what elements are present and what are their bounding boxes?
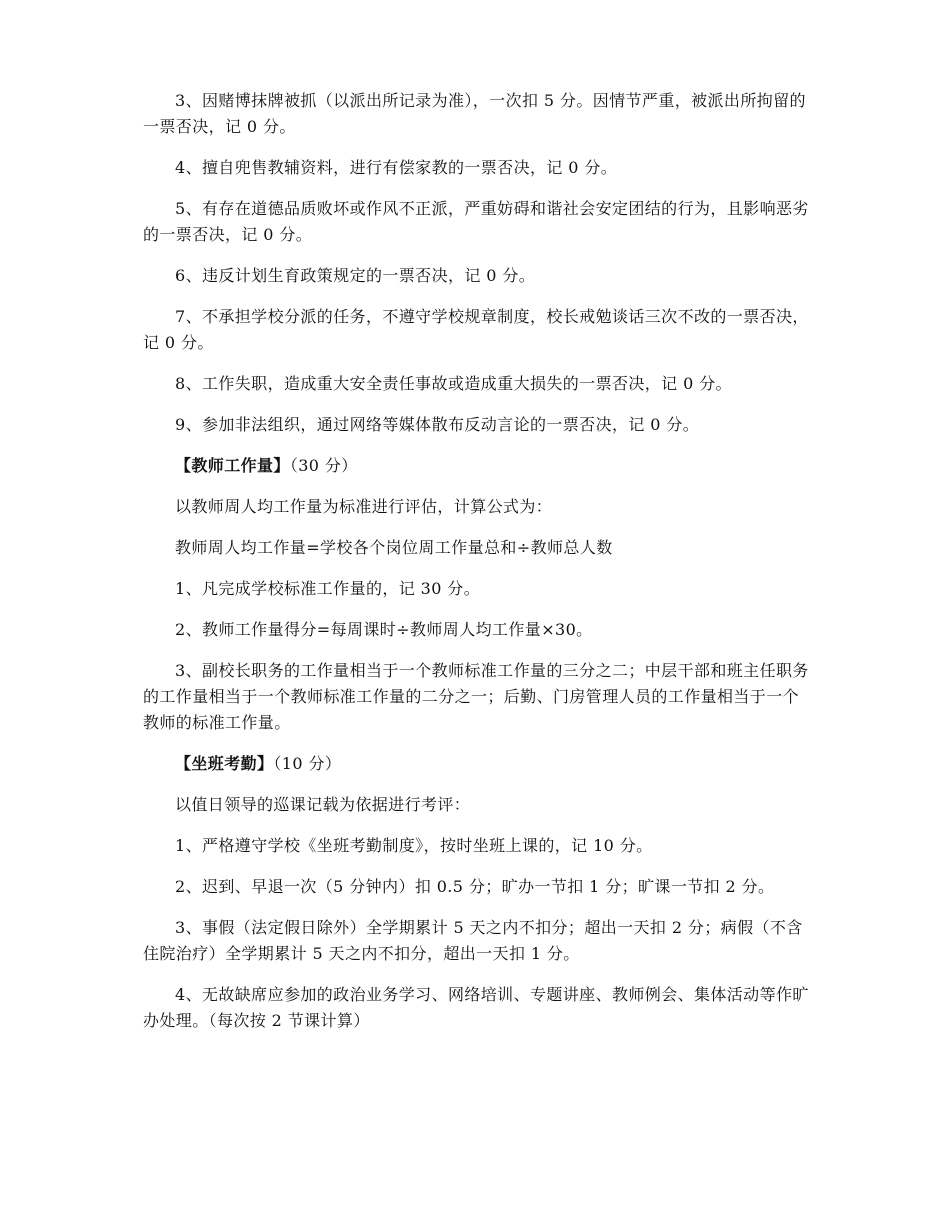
rule-item-4: 4、擅自兜售教辅资料，进行有偿家教的一票否决，记 0 分。 (175, 158, 618, 177)
rule-item-9: 9、参加非法组织，通过网络等媒体散布反动言论的一票否决，记 0 分。 (175, 415, 700, 434)
attendance-intro: 以值日领导的巡课记载为依据进行考评： (175, 795, 471, 814)
section-score-workload: （30 分） (289, 456, 358, 475)
section-title-workload: 【教师工作量】 (175, 456, 290, 475)
section-score-attendance: （10 分） (273, 754, 342, 773)
section-title-attendance: 【坐班考勤】 (175, 754, 274, 773)
rule-item-7: 7、不承担学校分派的任务，不遵守学校规章制度，校长戒勉谈话三次不改的一票否决，记 0 分。 (143, 307, 809, 352)
section-heading-workload (143, 453, 813, 479)
document-page (143, 88, 813, 1049)
workload-formula: 教师周人均工作量=学校各个岗位周工作量总和÷教师总人数 (175, 538, 613, 557)
attendance-item-1: 1、严格遵守学校《坐班考勤制度》，按时坐班上课的，记 10 分。 (175, 836, 653, 855)
workload-item-2: 2、教师工作量得分=每周课时÷教师周人均工作量×30。 (175, 620, 593, 639)
rule-item-3: 3、因赌博抹牌被抓（以派出所记录为准），一次扣 5 分。因情节严重，被派出所拘留的一票否决，记 0 分。 (143, 91, 806, 136)
workload-item-3: 3、副校长职务的工作量相当于一个教师标准工作量的三分之二；中层干部和班主任职务的工作量相当于一个教师标准工作量的二分之一；后勤、门房管理人员的工作量相当于一个教师的标准工作量。 (143, 661, 809, 732)
section-heading-attendance (143, 751, 813, 777)
attendance-item-4: 4、无故缺席应参加的政治业务学习、网络培训、专题讲座、教师例会、集体活动等作旷办处理。（每次按 2 节课计算） (143, 985, 809, 1030)
workload-item-1: 1、凡完成学校标准工作量的，记 30 分。 (175, 579, 481, 598)
rule-item-5: 5、有存在道德品质败坏或作风不正派，严重妨碍和谐社会安定团结的行为，且影响恶劣的一票否决，记 0 分。 (143, 199, 809, 244)
attendance-item-2: 2、迟到、早退一次（5 分钟内）扣 0.5 分；旷办一节扣 1 分；旷课一节扣 2 分。 (175, 877, 775, 896)
workload-intro: 以教师周人均工作量为标准进行评估，计算公式为： (175, 497, 553, 516)
rule-item-6: 6、违反计划生育政策规定的一票否决，记 0 分。 (175, 266, 536, 285)
attendance-item-3: 3、事假（法定假日除外）全学期累计 5 天之内不扣分；超出一天扣 2 分；病假（不含住院治疗）全学期累计 5 天之内不扣分，超出一天扣 1 分。 (143, 918, 803, 963)
rule-item-8: 8、工作失职，造成重大安全责任事故或造成重大损失的一票否决，记 0 分。 (175, 374, 732, 393)
